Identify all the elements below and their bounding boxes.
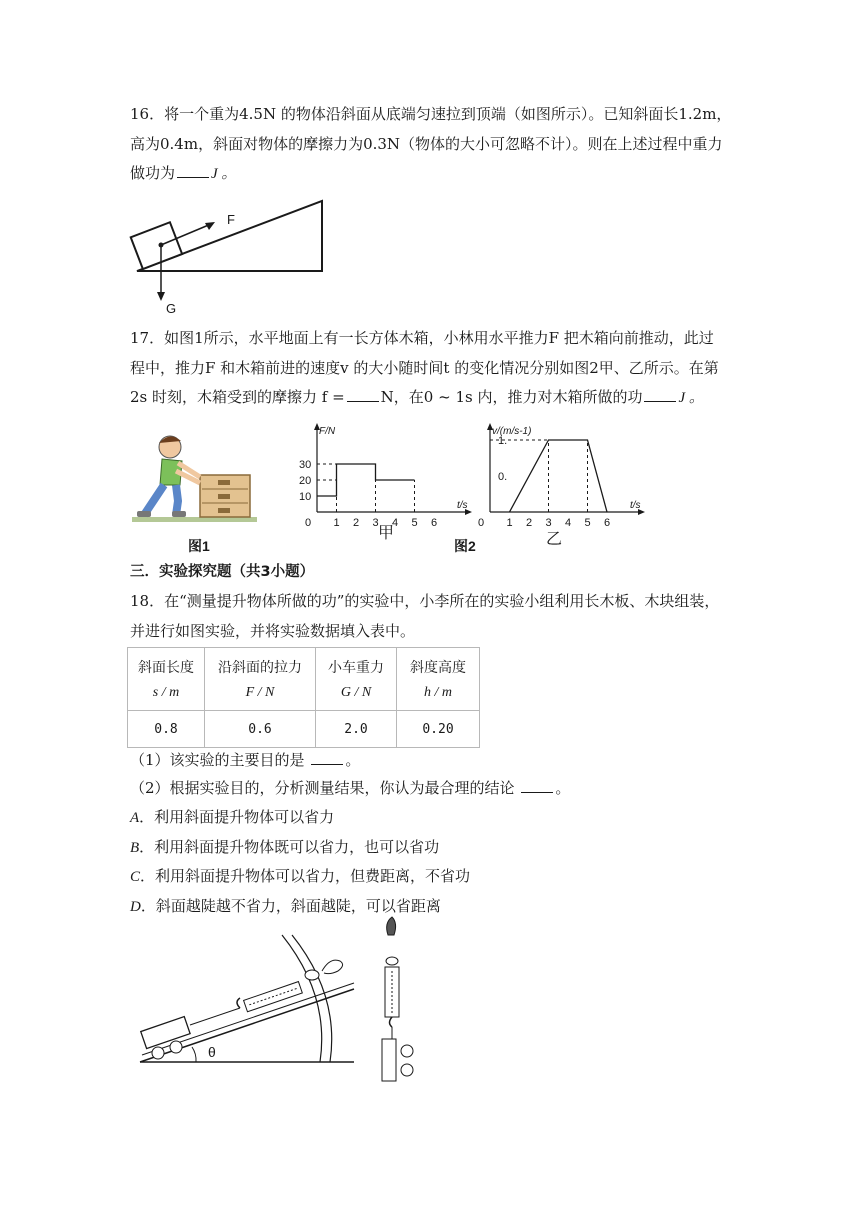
chart-jia-force-time	[292, 420, 470, 532]
option-a-text: ．利用斜面提升物体可以省力	[139, 808, 335, 826]
x-tick-label: 6	[431, 517, 438, 529]
block-on-incline	[131, 222, 182, 269]
table-header-cell: 斜面长度 s / m	[128, 648, 205, 711]
x-tick-label: 4	[392, 517, 399, 529]
q16-line3-prefix: 做功为	[130, 164, 176, 182]
q17-line3-part-a: 2s 时刻，木箱受到的摩擦力 f =	[130, 388, 345, 406]
figure1-person-pushing-box	[132, 425, 267, 525]
x-tick-label: 4	[565, 517, 572, 529]
figure2-caption: 图2	[454, 538, 476, 554]
q18-sub2-blank[interactable]	[521, 778, 553, 793]
q18-data-table	[127, 647, 480, 748]
label-G: G	[166, 301, 177, 316]
table-header-cell: 小车重力 G / N	[316, 648, 397, 711]
y-axis-label: F/N	[319, 426, 336, 437]
y-axis-label: v/(m/s-1)	[492, 426, 532, 437]
chart-yi-velocity-time	[472, 420, 641, 532]
y-tick-label: 10	[299, 491, 312, 503]
q18-line2: 并进行如图实验，并将实验数据填入表中。	[130, 622, 416, 640]
q17-line2: 程中，推力F 和木箱前进的速度v 的大小随时间t 的变化情况分别如图2甲、乙所示。在第	[130, 359, 719, 377]
cart-hanging	[382, 1039, 396, 1081]
option-d-key: D	[130, 899, 141, 915]
option-b[interactable]	[130, 837, 439, 858]
table-value-cell: 0.8	[128, 711, 205, 748]
q17-work-blank[interactable]	[644, 387, 676, 402]
x-tick-label: 5	[411, 517, 418, 529]
x-tick-label: 3	[372, 517, 379, 529]
cart	[141, 1017, 190, 1049]
option-a[interactable]	[130, 807, 334, 828]
table-value-cell: 0.20	[397, 711, 480, 748]
option-b-key: B	[130, 840, 140, 856]
option-b-text: ．利用斜面提升物体既可以省力，也可以省功	[139, 838, 440, 856]
q17-line1: 17．如图1所示，水平地面上有一长方体木箱，小林用水平推力F 把木箱向前推动，此过	[130, 329, 714, 347]
table-header-cell: 斜度高度 h / m	[397, 648, 480, 711]
q18-sub2-end: 。	[555, 779, 571, 797]
option-c-text: ．利用斜面提升物体可以省力，但费距离，不省功	[140, 867, 471, 885]
x-tick-label: 0	[478, 517, 485, 529]
q18-sub2-text: （2）根据实验目的，分析测量结果，你认为最合理的结论	[130, 779, 515, 797]
x-tick-label: 2	[353, 517, 360, 529]
q18-line1: 18．在“测量提升物体所做的功”的实验中，小李所在的实验小组利用长木板、木块组装，	[130, 592, 720, 610]
section3-title: 三．实验探究题（共3小题）	[130, 564, 315, 580]
q17-friction-blank[interactable]	[347, 387, 379, 402]
q18-sub1	[130, 750, 360, 770]
q18-incline-apparatus-figure	[132, 925, 432, 1085]
q18-sub1-text: （1）该实验的主要目的是	[130, 751, 305, 769]
q18-sub1-blank[interactable]	[311, 750, 343, 765]
table-header-cell: 沿斜面的拉力 F / N	[205, 648, 316, 711]
velocity-series-line	[510, 440, 608, 512]
option-c-key: C	[130, 869, 141, 885]
table-value-cell: 0.6	[205, 711, 316, 748]
q18-sub2	[130, 778, 570, 798]
chart-yi-caption: 乙	[546, 529, 563, 548]
angle-theta-label: θ	[208, 1044, 216, 1060]
x-tick-label: 2	[526, 517, 533, 529]
x-tick-label: 1	[506, 517, 513, 529]
x-tick-label: 6	[604, 517, 611, 529]
q17-line3-part-c: J 。	[678, 390, 704, 406]
option-a-key: A	[130, 810, 140, 826]
q16-line1: 16．将一个重为4.5N 的物体沿斜面从底端匀速拉到顶端（如图所示）。已知斜面长1.2m，	[130, 105, 732, 123]
incline-figure	[125, 193, 340, 318]
option-c[interactable]	[130, 866, 470, 887]
y-tick-label: 30	[299, 459, 312, 471]
chart-jia-caption: 甲	[378, 523, 395, 542]
q16-line3-suffix: J 。	[211, 166, 237, 182]
x-tick-label: 5	[584, 517, 591, 529]
q16-line2: 高为0.4m，斜面对物体的摩擦力为0.3N（物体的大小可忽略不计）。则在上述过程中重力	[130, 135, 723, 153]
table-value-cell: 2.0	[316, 711, 397, 748]
y-tick-label: 0.	[498, 471, 508, 483]
q17-line3-part-b: N，在0 ~ 1s 内，推力对木箱所做的功	[380, 388, 643, 406]
x-axis-label: t/s	[457, 500, 468, 511]
figure1-caption: 图1	[188, 538, 210, 554]
x-tick-label: 0	[305, 517, 312, 529]
q18-sub1-end: 。	[345, 751, 361, 769]
option-d-text: ．斜面越陡越不省力，斜面越陡，可以省距离	[140, 897, 441, 915]
y-tick-label: 1.	[498, 435, 508, 447]
y-tick-label: 20	[299, 475, 312, 487]
q17-line3	[130, 387, 704, 408]
option-d[interactable]	[130, 896, 441, 917]
x-tick-label: 1	[333, 517, 340, 529]
x-axis-label: t/s	[630, 500, 641, 511]
q16-answer-blank[interactable]	[177, 163, 209, 178]
x-tick-label: 3	[545, 517, 552, 529]
label-F: F	[227, 212, 235, 227]
q16-line3	[130, 163, 236, 184]
